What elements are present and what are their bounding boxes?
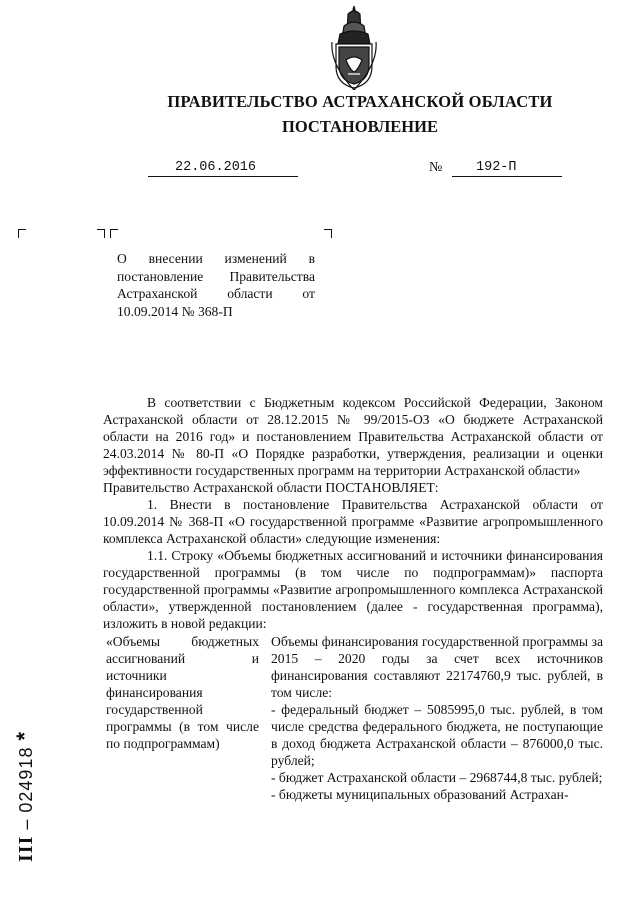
corner-mark-subject-left-b bbox=[110, 229, 118, 238]
corner-mark-top-left bbox=[18, 229, 26, 238]
document-body bbox=[103, 394, 603, 803]
item-1-paragraph: 1. Внести в постановление Правительства Астраханской области от 10.09.2014 № 368-П «О государственной программе «Развитие агропромышленного комплекса Астраханской области» следующие изменения: bbox=[103, 497, 603, 546]
serial-star-icon: * bbox=[12, 730, 37, 741]
document-date: 22.06.2016 bbox=[175, 160, 257, 175]
preamble-paragraph: В соответствии с Бюджетным кодексом Российской Федерации, Законом Астраханской области от 28.12.2015 № 99/2015-ОЗ «О бюджете Астраханской области на 2016 год» и постановлением Правительства Астраханской области от 24.03.2014 № 80-П «О Порядке разработки, утверждения, реализации и оценки эффективности государственных программ на территории Астраханской области» bbox=[103, 395, 603, 478]
corner-mark-subject-right bbox=[324, 229, 332, 238]
form-serial-stamp bbox=[12, 731, 38, 862]
coat-of-arms-icon bbox=[328, 4, 380, 90]
document-subject: О внесении изменений в постановление Правительства Астраханской области от 10.09.2014 № 368-П bbox=[117, 251, 315, 319]
financing-table bbox=[103, 633, 603, 803]
financing-intro: Объемы финансирования государственной программы за 2015 – 2020 годы за счет всех источников финансирования составляют 22174760,9 тыс. рублей, в том числе: bbox=[271, 634, 603, 700]
financing-regional: - бюджет Астраханской области – 2968744,8 тыс. рублей; bbox=[271, 770, 603, 785]
corner-mark-subject-left-a bbox=[97, 229, 105, 238]
document-number: 192-П bbox=[476, 160, 517, 175]
item-1-1-paragraph: 1.1. Строку «Объемы бюджетных ассигнований и источники финансирования государственной программы (в том числе по подпрограммам)» паспорта государственной программы «Развитие агропромышленного комплекса Астраханской области», утвержденной постановлением (далее - государственная программа), изложить в новой редакции: bbox=[103, 548, 603, 631]
table-row-value-cell bbox=[259, 633, 603, 803]
financing-municipal: - бюджеты муниципальных образований Астрахан- bbox=[271, 787, 569, 802]
number-sign: № bbox=[429, 160, 443, 175]
date-underline bbox=[148, 176, 298, 177]
government-title: ПРАВИТЕЛЬСТВО АСТРАХАНСКОЙ ОБЛАСТИ bbox=[167, 92, 553, 111]
decree-paragraph: Правительство Астраханской области ПОСТАНОВЛЯЕТ: bbox=[103, 480, 439, 495]
number-underline bbox=[452, 176, 562, 177]
form-series: III bbox=[15, 835, 37, 862]
form-serial-number: – 024918 bbox=[16, 746, 36, 830]
financing-federal: - федеральный бюджет – 5085995,0 тыс. рублей, в том числе средства федерального бюджета, не поступающие в доход бюджета Астраханской области – 876000,0 тыс. рублей; bbox=[271, 702, 603, 768]
document-type: ПОСТАНОВЛЕНИЕ bbox=[282, 117, 438, 136]
table-row-header-cell: «Объемы бюджетных ассигнований и источники финансирования государственной программы (в том числе по подпрограммам) bbox=[106, 634, 259, 751]
